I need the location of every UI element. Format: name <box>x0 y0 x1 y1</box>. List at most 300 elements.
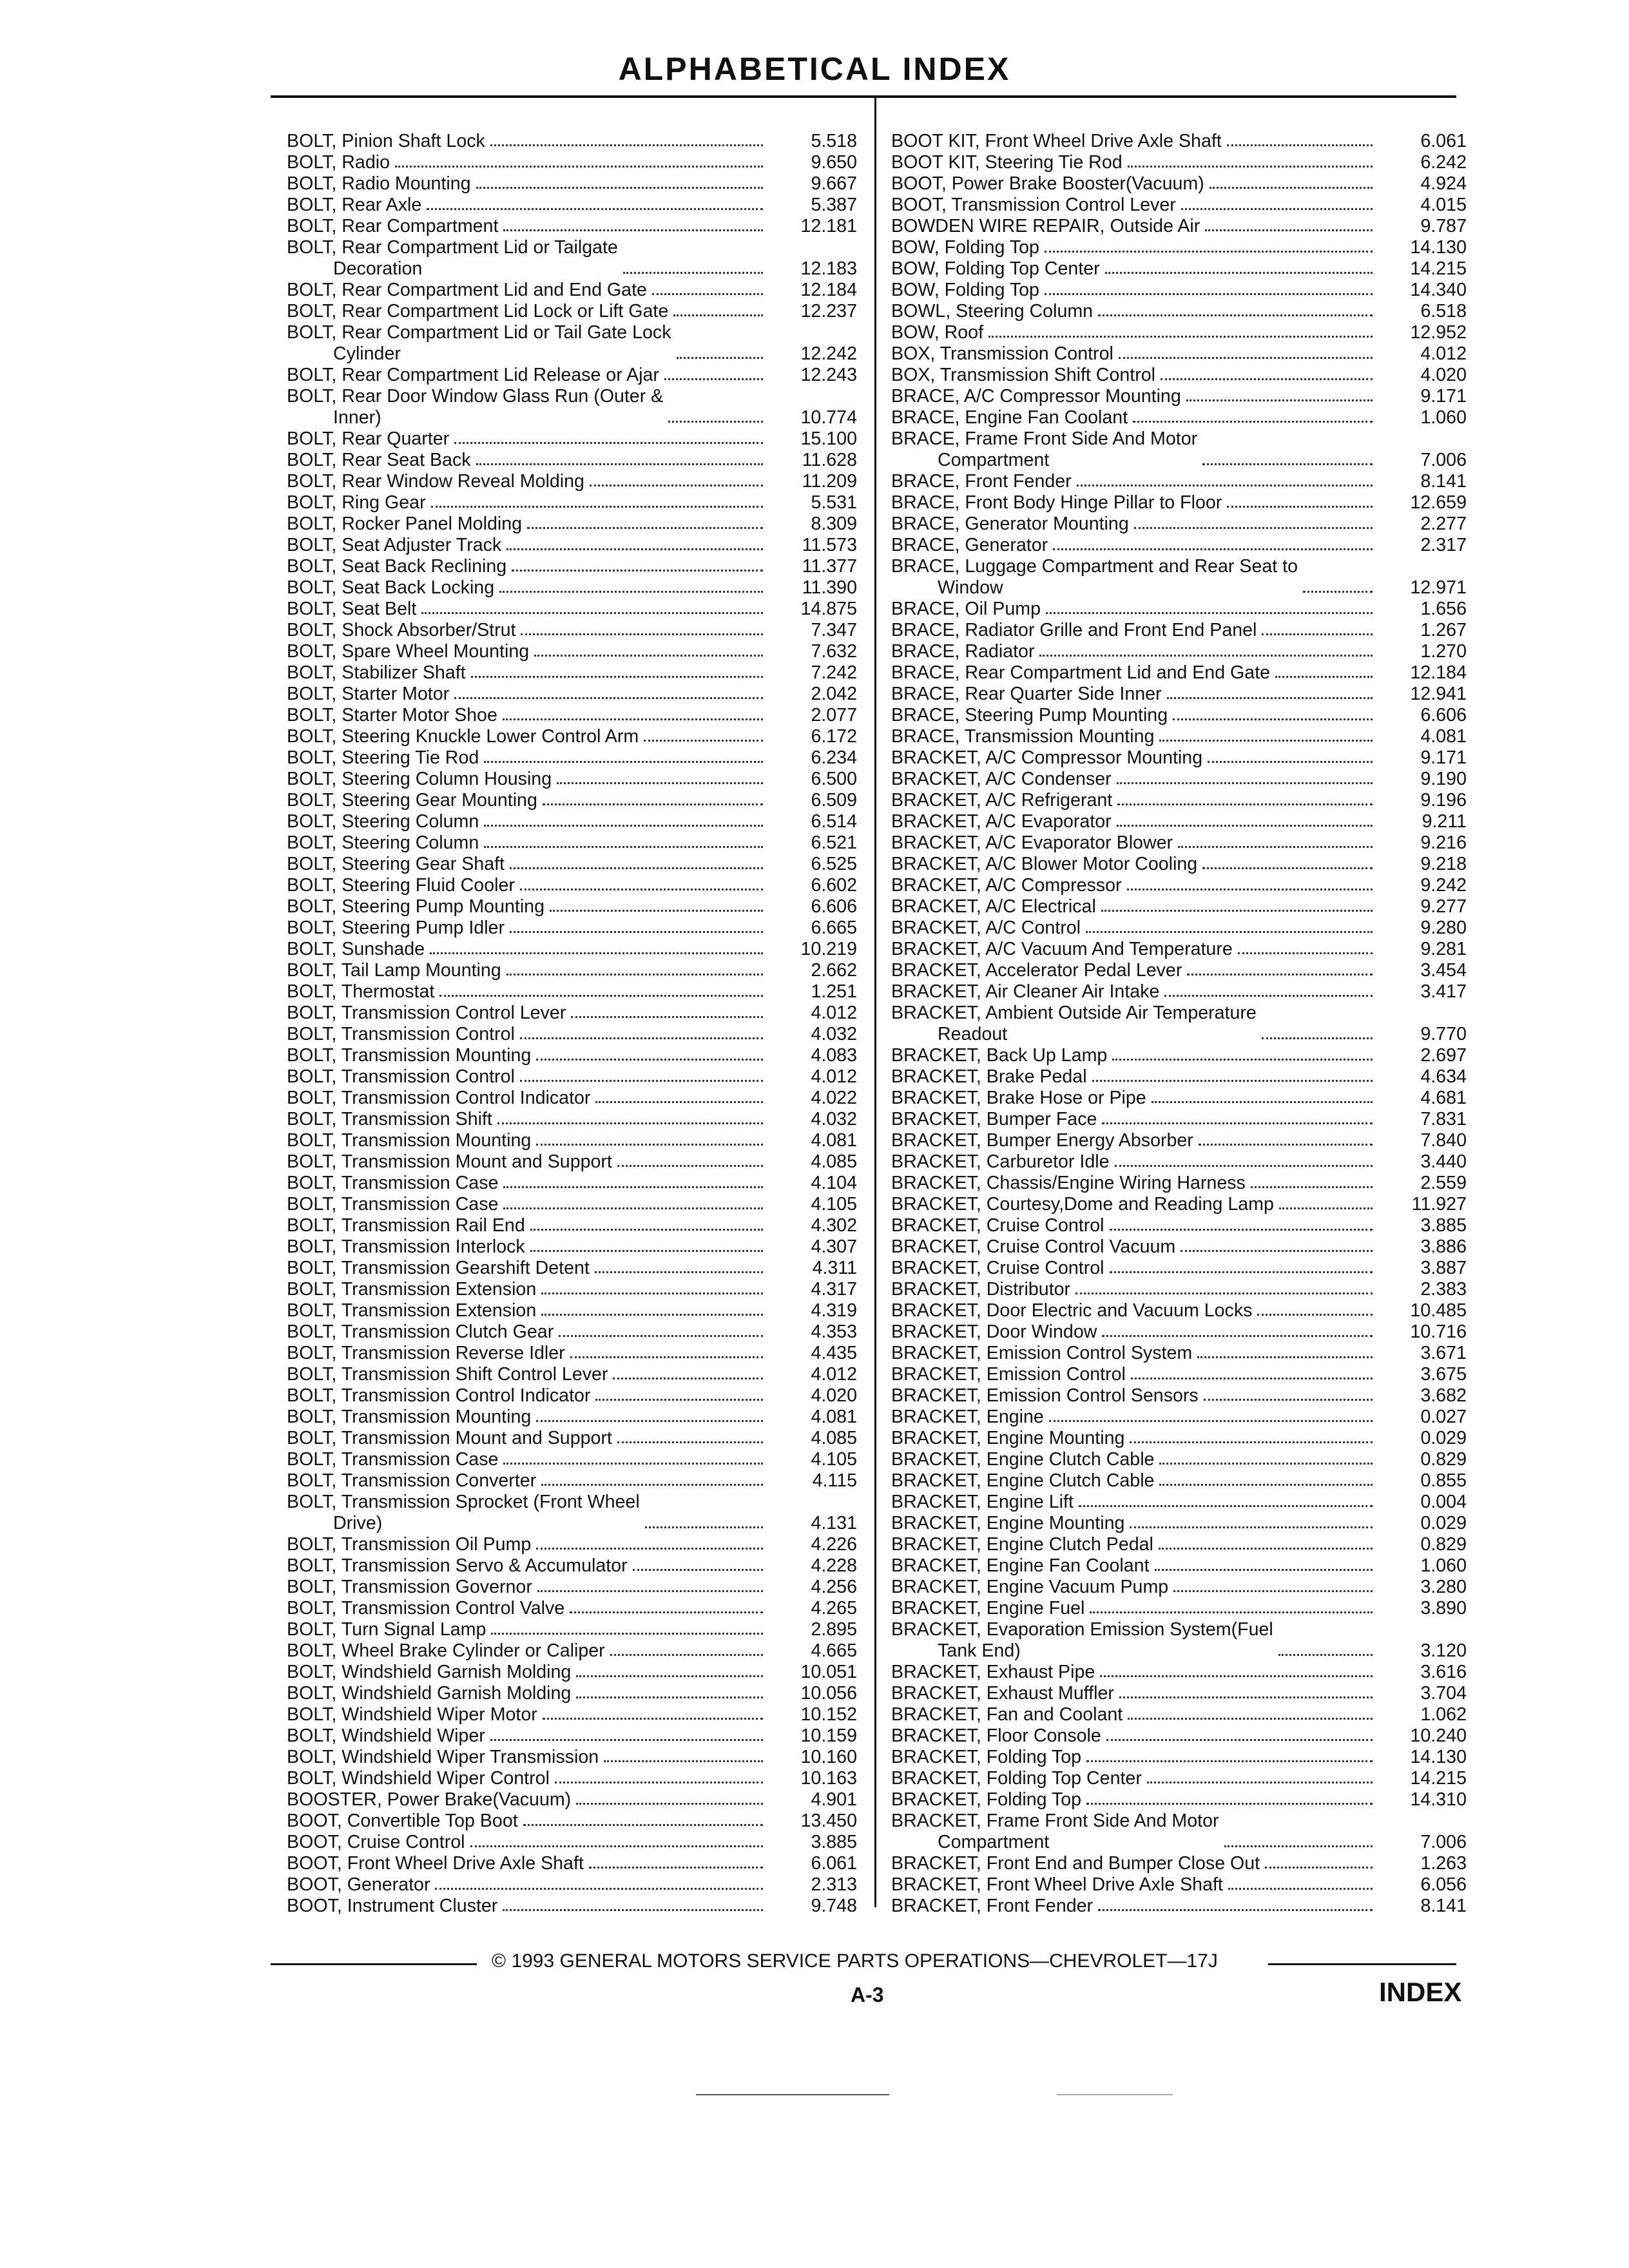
entry-text: BRACKET, A/C Vacuum And Temperature <box>891 939 1233 959</box>
entry-label <box>287 811 479 832</box>
dot-leader <box>1110 1271 1373 1273</box>
page-reference: 12.184 <box>1410 662 1467 683</box>
entry-text: BRACE, Steering Pump Mounting <box>891 705 1168 726</box>
page-reference: 8.141 <box>1420 471 1467 492</box>
page-reference: 6.525 <box>811 854 857 874</box>
page-reference: 5.531 <box>811 492 857 513</box>
entry-text: BRACKET, Chassis/Engine Wiring Harness <box>891 1173 1246 1193</box>
entry-text: BRACKET, Emission Control System <box>891 1343 1193 1363</box>
entry-text: BRACKET, Folding Top Center <box>891 1768 1142 1789</box>
index-entry <box>287 918 857 939</box>
page-reference: 4.104 <box>811 1173 857 1193</box>
dot-leader <box>1210 187 1373 189</box>
page-reference: 9.171 <box>1420 386 1467 407</box>
page-reference: 4.265 <box>811 1598 857 1619</box>
entry-text: BRACKET, A/C Control <box>891 918 1081 938</box>
entry-label <box>287 918 505 939</box>
entry-text: BOLT, Seat Belt <box>287 599 417 619</box>
entry-label <box>891 301 1093 322</box>
index-entry <box>891 471 1467 492</box>
index-entry <box>891 790 1467 811</box>
index-entry <box>287 1130 857 1151</box>
index-entry <box>287 1088 857 1109</box>
entry-text: BRACKET, Cruise Control Vacuum <box>891 1236 1176 1257</box>
entry-text: BOOT, Convertible Top Boot <box>287 1811 518 1831</box>
page-reference: 1.060 <box>1420 407 1467 428</box>
entry-label <box>891 1704 1123 1725</box>
entry-label <box>891 1577 1168 1598</box>
entry-label <box>891 1130 1193 1151</box>
index-entry <box>287 854 857 875</box>
entry-label <box>891 1874 1223 1896</box>
entry-text: BRACKET, Bumper Face <box>891 1109 1097 1129</box>
entry-label <box>287 577 494 599</box>
entry-text: BRACE, Radiator Grille and Front End Panel <box>891 620 1257 640</box>
index-entry <box>287 1151 857 1173</box>
index-entry <box>287 1704 857 1725</box>
entry-label <box>287 492 426 514</box>
entry-label <box>287 1555 628 1577</box>
dot-leader <box>439 995 763 997</box>
entry-label <box>891 747 1202 769</box>
page-reference: 6.056 <box>1420 1874 1467 1895</box>
entry-text: BOLT, Transmission Gearshift Detent <box>287 1258 590 1278</box>
entry-text: BOLT, Transmission Mounting <box>287 1130 532 1151</box>
page-reference: 7.840 <box>1420 1130 1467 1151</box>
page-reference: 0.027 <box>1420 1407 1467 1427</box>
entry-text: BRACKET, Brake Pedal <box>891 1066 1087 1087</box>
page-reference: 3.280 <box>1420 1577 1467 1597</box>
dot-leader <box>1228 1888 1373 1890</box>
entry-text: BOLT, Rear Axle <box>287 195 422 215</box>
entry-label <box>891 684 1162 705</box>
entry-text: BRACE, Radiator <box>891 641 1035 662</box>
entry-label <box>891 535 1048 556</box>
index-entry <box>287 1385 857 1407</box>
page-reference: 12.237 <box>800 301 857 322</box>
index-entry <box>287 981 857 1003</box>
dot-leader <box>1205 229 1373 231</box>
entry-label <box>891 1088 1146 1109</box>
index-entry <box>287 662 857 684</box>
entry-label <box>891 1534 1153 1555</box>
dot-leader <box>576 1696 763 1698</box>
section-label: INDEX <box>1379 1977 1462 2007</box>
entry-text-continued: Compartment <box>938 1832 1050 1852</box>
index-entry <box>287 216 857 237</box>
page-reference: 3.885 <box>1420 1215 1467 1236</box>
entry-label <box>287 450 471 471</box>
page-reference: 9.190 <box>1420 769 1467 789</box>
page-reference: 10.163 <box>800 1768 857 1789</box>
entry-label <box>287 280 647 301</box>
entry-text: BRACE, Oil Pump <box>891 599 1041 619</box>
dot-leader <box>604 1760 763 1762</box>
page-reference: 3.454 <box>1420 960 1467 981</box>
page-reference: 10.219 <box>800 939 857 959</box>
entry-label <box>287 1109 492 1130</box>
entry-label <box>891 1449 1154 1470</box>
entry-text: BOLT, Transmission Control Indicator <box>287 1088 591 1108</box>
footer-rule-left <box>271 1963 477 1965</box>
page-reference: 9.196 <box>1420 790 1467 811</box>
index-entry <box>891 1896 1467 1917</box>
entry-label <box>287 875 515 896</box>
dot-leader <box>1133 421 1373 423</box>
dot-leader <box>536 1144 763 1146</box>
entry-label <box>891 790 1112 811</box>
dot-leader <box>1202 867 1373 869</box>
entry-label <box>287 1534 531 1555</box>
entry-text: BOX, Transmission Shift Control <box>891 365 1155 385</box>
page-reference: 9.277 <box>1420 896 1467 917</box>
page-reference: 4.311 <box>812 1258 857 1278</box>
index-entry <box>891 216 1467 237</box>
index-entry <box>891 1513 1467 1534</box>
entry-label <box>891 1598 1084 1619</box>
page-reference: 9.650 <box>811 152 857 173</box>
entry-text: BOOT KIT, Front Wheel Drive Axle Shaft <box>891 131 1222 151</box>
page-reference: 4.022 <box>811 1088 857 1108</box>
index-entry <box>287 1747 857 1768</box>
dot-leader <box>512 570 763 572</box>
page-reference: 1.270 <box>1420 641 1467 662</box>
page-reference: 4.081 <box>811 1130 857 1151</box>
entry-text: BRACKET, Exhaust Muffler <box>891 1683 1114 1704</box>
page-reference: 10.240 <box>1410 1725 1467 1746</box>
page-reference: 4.105 <box>811 1449 857 1470</box>
entry-label <box>891 811 1112 832</box>
dot-leader <box>470 1845 764 1847</box>
page-reference: 2.662 <box>811 960 857 981</box>
entry-label <box>891 1194 1274 1215</box>
dot-leader <box>484 825 763 827</box>
entry-label <box>891 1364 1126 1385</box>
dot-leader <box>1110 1229 1373 1231</box>
index-entry <box>287 1364 857 1385</box>
dot-leader <box>1164 995 1373 997</box>
entry-text: BOLT, Rear Compartment Lid and End Gate <box>287 280 647 300</box>
index-entry <box>287 1853 857 1874</box>
entry-text: BOLT, Thermostat <box>287 981 435 1002</box>
dot-leader <box>1251 1186 1373 1188</box>
page-reference: 3.120 <box>1420 1640 1467 1661</box>
index-entry <box>287 1598 857 1619</box>
page-reference: 1.062 <box>1420 1704 1467 1725</box>
dot-leader <box>1224 1845 1373 1847</box>
index-entry <box>891 1130 1467 1151</box>
dot-leader <box>677 357 764 359</box>
entry-text: BOLT, Transmission Governor <box>287 1577 532 1597</box>
entry-label <box>287 428 449 450</box>
page-reference: 2.895 <box>811 1619 857 1640</box>
index-entry <box>891 1003 1467 1045</box>
entry-label <box>287 684 449 705</box>
index-entry <box>891 1066 1467 1088</box>
page-reference: 3.682 <box>1420 1385 1467 1406</box>
entry-label <box>287 1704 537 1725</box>
dot-leader <box>652 293 763 295</box>
index-entry <box>287 428 857 450</box>
entry-text: BOLT, Steering Tie Rod <box>287 747 479 768</box>
dot-leader <box>520 1037 763 1039</box>
entry-text: BRACKET, Door Electric and Vacuum Locks <box>891 1300 1253 1321</box>
entry-text: BOOT, Power Brake Booster(Vacuum) <box>891 173 1204 194</box>
entry-text: BOX, Transmission Control <box>891 343 1113 364</box>
page-reference: 9.787 <box>1420 216 1467 236</box>
entry-label <box>287 1640 605 1662</box>
index-entry <box>891 1279 1467 1300</box>
page-reference: 1.060 <box>1420 1555 1467 1576</box>
dot-leader <box>633 1569 763 1571</box>
index-column-left <box>287 131 857 1917</box>
entry-label <box>287 1258 590 1279</box>
page-reference: 3.887 <box>1420 1258 1467 1278</box>
index-entry <box>891 641 1467 662</box>
index-entry <box>287 1492 857 1534</box>
page-reference: 3.886 <box>1420 1236 1467 1257</box>
entry-label <box>287 599 416 620</box>
page-reference: 10.159 <box>800 1725 857 1746</box>
dot-leader <box>1147 1782 1373 1783</box>
entry-label <box>287 1066 515 1088</box>
entry-text-continued: Compartment <box>938 450 1050 470</box>
column-divider <box>874 97 876 1907</box>
index-entry <box>891 726 1467 747</box>
page-reference: 0.029 <box>1420 1428 1467 1448</box>
index-entry <box>891 407 1467 428</box>
index-entry <box>287 1874 857 1896</box>
page-reference: 9.171 <box>1420 747 1467 768</box>
page-reference: 9.748 <box>811 1896 857 1916</box>
dot-leader <box>1278 1654 1373 1656</box>
dot-leader <box>510 931 763 933</box>
entry-text: BOLT, Transmission Converter <box>287 1470 537 1491</box>
dot-leader <box>1202 463 1373 465</box>
entry-label <box>287 1683 571 1704</box>
index-entry <box>891 1236 1467 1258</box>
dot-leader <box>988 336 1373 338</box>
entry-text: BOOT KIT, Steering Tie Rod <box>891 152 1123 173</box>
index-entry <box>287 1066 857 1088</box>
index-entry <box>287 747 857 769</box>
index-entry <box>891 237 1467 258</box>
entry-text: BOLT, Transmission Oil Pump <box>287 1534 532 1555</box>
entry-label <box>287 854 505 875</box>
page-reference: 9.667 <box>811 173 857 194</box>
dot-leader <box>1227 144 1373 146</box>
entry-text: BOLT, Seat Back Reclining <box>287 556 507 577</box>
dot-leader <box>550 910 763 912</box>
entry-text: BRACKET, Engine Fan Coolant <box>891 1555 1150 1576</box>
dot-leader <box>435 1888 763 1890</box>
entry-text-continued: Readout <box>938 1024 1008 1044</box>
page-reference: 14.130 <box>1410 237 1467 258</box>
page-reference: 6.172 <box>811 726 857 747</box>
page-reference: 14.130 <box>1410 1747 1467 1767</box>
entry-label <box>891 280 1039 301</box>
index-entry <box>287 790 857 811</box>
page-reference: 7.831 <box>1420 1109 1467 1129</box>
entry-label <box>891 195 1176 216</box>
dot-leader <box>595 1271 763 1273</box>
entry-label <box>891 492 1222 514</box>
dot-leader <box>1159 1548 1373 1550</box>
entry-text: BOW, Folding Top <box>891 237 1039 258</box>
page-reference: 10.160 <box>800 1747 857 1767</box>
entry-label <box>891 1789 1081 1811</box>
entry-text: BRACKET, A/C Evaporator Blower <box>891 832 1173 853</box>
index-entry <box>287 726 857 747</box>
page-reference: 4.012 <box>1420 343 1467 364</box>
entry-label <box>891 514 1129 535</box>
page-reference: 5.387 <box>811 195 857 215</box>
dot-leader <box>623 272 763 274</box>
page-reference: 10.152 <box>800 1704 857 1725</box>
page-reference: 4.228 <box>811 1555 857 1576</box>
dot-leader <box>617 1441 763 1443</box>
entry-text: BRACKET, Engine Mounting <box>891 1428 1125 1448</box>
entry-text: BOWDEN WIRE REPAIR, Outside Air <box>891 216 1200 236</box>
dot-leader <box>541 1484 763 1486</box>
page-reference: 12.971 <box>1410 577 1467 598</box>
dot-leader <box>1075 1293 1373 1294</box>
index-entry <box>287 1662 857 1683</box>
entry-label <box>287 1385 590 1407</box>
entry-text: BOLT, Radio <box>287 152 390 173</box>
index-entry <box>287 1789 857 1811</box>
entry-text: BOLT, Rocker Panel Molding <box>287 514 523 534</box>
entry-text: BRACKET, Engine Clutch Pedal <box>891 1534 1153 1555</box>
page-reference: 4.032 <box>811 1024 857 1044</box>
index-entry <box>891 662 1467 684</box>
index-entry <box>891 280 1467 301</box>
index-entry <box>287 1896 857 1917</box>
entry-text: BRACKET, Folding Top <box>891 1747 1082 1767</box>
page-reference: 4.435 <box>811 1343 857 1363</box>
index-entry <box>287 322 857 365</box>
entry-label <box>287 1768 550 1789</box>
index-entry <box>891 173 1467 195</box>
entry-text: BRACKET, Frame Front Side And Motor <box>891 1811 1219 1831</box>
dot-leader <box>530 1250 763 1252</box>
index-entry <box>891 1725 1467 1747</box>
entry-text: BOOT, Cruise Control <box>287 1832 465 1852</box>
dot-leader <box>610 1654 763 1656</box>
index-entry <box>287 237 857 280</box>
dot-leader <box>430 952 763 954</box>
page-reference: 9.280 <box>1420 918 1467 938</box>
page-reference: 14.340 <box>1410 280 1467 300</box>
entry-label <box>287 981 434 1003</box>
index-entry <box>891 684 1467 705</box>
entry-label <box>891 896 1096 918</box>
page-reference: 7.242 <box>811 662 857 683</box>
entry-label <box>891 1151 1110 1173</box>
entry-label <box>891 237 1039 258</box>
entry-text: BRACKET, Engine Clutch Cable <box>891 1449 1155 1470</box>
dot-leader <box>570 1611 763 1613</box>
entry-text: BRACKET, Front End and Bumper Close Out <box>891 1853 1260 1874</box>
dot-leader <box>589 1867 763 1869</box>
entry-text: BOW, Folding Top <box>891 280 1039 300</box>
index-entry <box>891 152 1467 173</box>
page-reference: 10.774 <box>800 407 857 428</box>
dot-leader <box>503 1186 763 1188</box>
entry-text: BOLT, Transmission Shift <box>287 1109 492 1129</box>
entry-text: BRACE, Rear Quarter Side Inner <box>891 684 1162 704</box>
page-reference: 3.675 <box>1420 1364 1467 1385</box>
index-entry <box>891 1811 1467 1853</box>
dot-leader <box>1079 1505 1373 1507</box>
entry-label <box>287 960 501 981</box>
entry-text: BOLT, Windshield Wiper Motor <box>287 1704 537 1725</box>
page-reference: 3.890 <box>1420 1598 1467 1619</box>
index-entry <box>891 322 1467 343</box>
entry-label <box>287 662 466 684</box>
index-entry <box>287 939 857 960</box>
page-reference: 6.521 <box>811 832 857 853</box>
page-reference: 9.216 <box>1420 832 1467 853</box>
entry-label <box>891 1321 1097 1343</box>
entry-label <box>891 1513 1124 1534</box>
entry-text: BRACKET, A/C Compressor <box>891 875 1122 896</box>
entry-label <box>287 1173 498 1194</box>
entry-text: BOLT, Windshield Wiper Transmission <box>287 1747 599 1767</box>
index-entry <box>891 258 1467 280</box>
page-reference: 6.500 <box>811 769 857 789</box>
entry-label <box>287 896 545 918</box>
dot-leader <box>536 1059 763 1061</box>
entry-label <box>891 832 1173 854</box>
dot-leader <box>1161 378 1373 380</box>
entry-text: BOLT, Transmission Mount and Support <box>287 1428 612 1448</box>
page-reference: 3.671 <box>1420 1343 1467 1363</box>
index-entry <box>891 981 1467 1003</box>
entry-text: BRACKET, Engine Mounting <box>891 1513 1125 1533</box>
entry-label <box>287 1194 498 1215</box>
entry-text: BOLT, Transmission Case <box>287 1449 499 1470</box>
entry-text: BRACKET, Back Up Lamp <box>891 1045 1108 1066</box>
index-entry <box>287 280 857 301</box>
scan-mark <box>1057 2094 1173 2095</box>
index-entry <box>891 386 1467 407</box>
entry-label <box>287 1088 590 1109</box>
index-entry <box>891 428 1467 471</box>
dot-leader <box>1204 1399 1373 1401</box>
page-reference: 6.602 <box>811 875 857 896</box>
entry-label <box>287 1789 571 1811</box>
entry-text: BOLT, Transmission Extension <box>287 1300 537 1321</box>
entry-label <box>891 1343 1192 1364</box>
dot-leader <box>536 1420 763 1422</box>
page-reference: 4.665 <box>811 1640 857 1661</box>
dot-leader <box>644 740 763 742</box>
dot-leader <box>1303 591 1373 593</box>
entry-text: BOLT, Steering Gear Shaft <box>287 854 505 874</box>
entry-text: BOLT, Transmission Mount and Support <box>287 1151 612 1172</box>
entry-text: BRACKET, A/C Condenser <box>891 769 1112 789</box>
entry-text: BOLT, Steering Column <box>287 811 479 832</box>
entry-text: BRACKET, Fan and Coolant <box>891 1704 1123 1725</box>
entry-text: BRACKET, Engine Vacuum Pump <box>891 1577 1169 1597</box>
entry-label <box>891 1258 1104 1279</box>
entry-text-continued: Tank End) <box>938 1640 1021 1661</box>
entry-text: BOLT, Steering Pump Idler <box>287 918 505 938</box>
page-reference: 10.485 <box>1410 1300 1467 1321</box>
dot-leader <box>1105 272 1373 274</box>
page-reference: 12.941 <box>1410 684 1467 704</box>
